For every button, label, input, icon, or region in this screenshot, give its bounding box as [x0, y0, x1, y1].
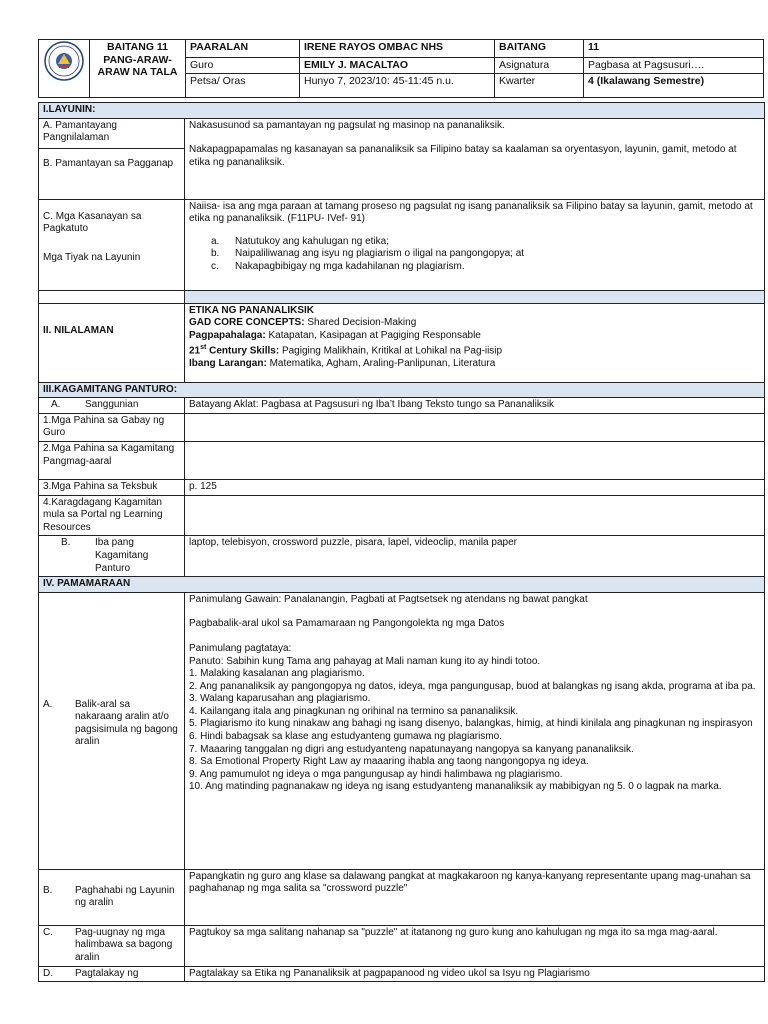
header-table	[38, 39, 764, 98]
grade-value: 11	[584, 40, 764, 58]
body-table	[38, 102, 765, 982]
pagtataya-item: 7. Maaaring tanggalan ng digri ang estudyanteng napatunayang nangopya sa kanyang pananaliksik.	[189, 743, 634, 755]
section-pamamaraan-title: IV. PAMAMARAAN	[39, 577, 765, 593]
pagtataya-item: 8. Sa Emotional Property Right Law ay maaaring ihabla ang taong nangongopya ng ideya.	[189, 756, 589, 768]
teksbuk-value: p. 125	[185, 479, 765, 495]
century-skills-line: 21st Century Skills: Pagiging Malikhain, Kritikal at Lohikal na Pag-iisip	[189, 344, 503, 357]
pamantayang-pangnilalaman-label: A. Pamantayang Pangnilalaman	[39, 118, 185, 148]
pag-uugnay-label: Pag-uugnay ng mga halimbawa sa bagong aralin	[75, 926, 173, 963]
teksbuk-label: 3.Mga Pahina sa Teksbuk	[39, 479, 185, 495]
school-value: IRENE RAYOS OMBAC NHS	[300, 40, 495, 58]
pagtataya-item: 1. Malaking kasalanan ang plagiarismo.	[189, 668, 365, 680]
sanggunian-label-cell: A. Sanggunian	[39, 398, 185, 414]
pagtalakay-label-cell: D. Pagtalakay ng	[39, 966, 185, 982]
pagtataya-item: 3. Walang kaparusahan ang plagiarismo.	[189, 693, 371, 705]
pamantayan-cell	[185, 118, 765, 199]
deped-seal-icon	[44, 41, 84, 81]
layunin-item: c. Nakapagbibigay ng mga kadahilanan ng plagiarism.	[211, 260, 465, 272]
ibang-larangan-line: Ibang Larangan: Matematika, Agham, Araling-Panlipunan, Literatura	[189, 358, 496, 370]
kagamitang-pangmag-aaral-value	[185, 441, 765, 479]
quarter-value: 4 (Ikalawang Semestre)	[584, 74, 764, 98]
date-label: Petsa/ Oras	[186, 74, 300, 98]
pagtalakay-text: Pagtalakay sa Etika ng Pananaliksik at pagpapanood ng video ukol sa Isyu ng Plagiarismo	[185, 966, 765, 982]
school-label: PAARALAN	[186, 40, 300, 58]
spacer-bar	[185, 290, 765, 303]
panimulang-pagtataya: Panimulang pagtataya:	[189, 642, 292, 654]
pamantayang-pangnilalaman-text: Nakasusunod sa pamantayan ng pagsulat ng masinop na pananaliksik.	[189, 119, 505, 131]
pag-uugnay-text: Pagtukoy sa mga salitang nahanap sa "puzzle" at itatanong ng guro kung ano kahulugan ng mga ito sa mga mag-aaral.	[185, 925, 765, 966]
nilalaman-cell	[185, 303, 765, 382]
pagtataya-item: 5. Plagiarismo ito kung ninakaw ang bahagi ng isang disenyo, balangkas, himig, at hindi kinilala ang pinagkunan ng inspirasyon	[189, 718, 753, 730]
gabay-guro-value	[185, 413, 765, 441]
paghahabi-text: Papangkatin ng guro ang klase sa dalawang pangkat at magkakaroon ng kanya-kanyang representante upang mag-unahan sa paghahanap ng mga salita sa "crossword puzzle"	[185, 869, 765, 925]
pagtataya-item: 6. Hindi babagsak sa klase ang estudyanteng gumawa ng plagiarismo.	[189, 731, 502, 743]
logo-cell	[39, 40, 90, 98]
sanggunian-text: Batayang Aklat: Pagbasa at Pagsusuri ng Iba’t Ibang Teksto tungo sa Pananaliksik	[185, 398, 765, 414]
section-kagamitan-title: III.KAGAMITANG PANTURO:	[39, 382, 765, 398]
date-value: Hunyo 7, 2023/10: 45-11:45 n.u.	[300, 74, 495, 98]
pagpapahalaga-line: Pagpapahalaga: Katapatan, Kasipagan at Pagiging Responsable	[189, 329, 481, 341]
karagdagang-kagamitan-label: 4.Karagdagang Kagamitan mula sa Portal ng Learning Resources	[39, 495, 185, 536]
section-layunin-title: I.LAYUNIN:	[39, 103, 765, 119]
sanggunian-label: Sanggunian	[85, 399, 139, 411]
subject-label: Asignatura	[495, 58, 584, 74]
panimulang-gawain: Panimulang Gawain: Panalanangin, Pagbati at Pagtsetsek ng atendans ng bawat pangkat	[189, 593, 588, 605]
pagtataya-item: 4. Kailangang itala ang pinagkunan ng orihinal na termino sa pananaliksik.	[189, 705, 519, 717]
kasanayan-text: Naiisa- isa ang mga paraan at tamang proseso ng pagsulat ng isang pananaliksik sa Filipino batay sa layunin, gamit, metodo at etika ng pananaliksik. (F11PU- IVef- 91)	[189, 200, 753, 225]
paghahabi-label-cell: B. Paghahabi ng Layunin ng aralin	[39, 869, 185, 925]
gad-line: GAD CORE CONCEPTS: Shared Decision-Making	[189, 317, 417, 329]
spacer-bar	[39, 290, 185, 303]
pagtalakay-label: Pagtalakay ng	[75, 967, 139, 979]
iba-pang-kagamitan-label: Iba pang Kagamitang Panturo	[95, 537, 149, 574]
iba-pang-kagamitan-text: laptop, telebisyon, crossword puzzle, pisara, lapel, videoclip, manila paper	[185, 536, 765, 577]
pamantayan-pagganap-text: Nakapagpapamalas ng kasanayan sa pananaliksik sa Filipino batay sa kaalaman sa oryentasyon, layunin, gamit, metodo at etika ng pananaliksik.	[189, 144, 737, 168]
grade-label: BAITANG	[495, 40, 584, 58]
balik-aral-cell	[185, 592, 765, 869]
pagtataya-item: 9. Ang pamumulot ng ideya o mga pangungusap ay hindi halimbawa ng plagiarismo.	[189, 768, 563, 780]
lesson-log-page	[38, 39, 763, 982]
kagamitang-pangmag-aaral-label: 2.Mga Pahina sa Kagamitang Pangmag-aaral	[39, 441, 185, 479]
kasanayan-cell	[185, 199, 765, 290]
iba-pang-kagamitan-label-cell: B. Iba pang Kagamitang Panturo	[39, 536, 185, 577]
nilalaman-label: II. NILALAMAN	[43, 324, 114, 336]
layunin-item: b. Naipaliliwanag ang isyu ng plagiarism o iligal na pangongopya; at	[211, 248, 525, 260]
panuto: Panuto: Sabihin kung Tama ang pahayag at Mali naman kung ito ay hindi totoo.	[189, 655, 541, 667]
pamantayan-pagganap-label: B. Pamantayan sa Pagganap	[39, 148, 185, 199]
pagtataya-item: 2. Ang pananaliksik ay pangongopya ng datos, ideya, mga pangungusap, buod at balangkas ng isang akda, programa at iba pa.	[189, 680, 756, 692]
paghahabi-label: Paghahabi ng Layunin ng aralin	[75, 884, 175, 909]
grade-title: BAITANG 11 PANG-ARAW-ARAW NA TALA	[90, 40, 186, 98]
quarter-label: Kwarter	[495, 74, 584, 98]
teacher-value: EMILY J. MACALTAO	[300, 58, 495, 74]
pagtataya-item: 10. Ang matinding pagnanakaw ng ideya ng isang estudyanteng mananaliksik ay mabibigyan ng 5. 0 o lagpak na marka.	[189, 781, 722, 793]
gabay-guro-label: 1.Mga Pahina sa Gabay ng Guro	[39, 413, 185, 441]
karagdagang-kagamitan-value	[185, 495, 765, 536]
teacher-label: Guro	[186, 58, 300, 74]
tiyak-na-layunin-label: Mga Tiyak na Layunin	[43, 251, 141, 263]
kasanayan-label: C. Mga Kasanayan sa Pagkatuto	[43, 210, 142, 235]
layunin-item: a. Natutukoy ang kahulugan ng etika;	[211, 235, 389, 247]
subject-value: Pagbasa at Pagsusuri….	[584, 58, 764, 74]
pag-uugnay-label-cell: C. Pag-uugnay ng mga halimbawa sa bagong aralin	[39, 925, 185, 966]
nilalaman-label-cell	[39, 303, 185, 382]
balik-aral-label: Balik-aral sa nakaraang aralin at/o pagsisimula ng bagong aralin	[75, 698, 178, 748]
nilalaman-topic: ETIKA NG PANANALIKSIK	[189, 304, 314, 316]
pagbabalik-aral: Pagbabalik-aral ukol sa Pamamaraan ng Pangongolekta ng mga Datos	[189, 618, 505, 630]
balik-aral-label-cell: A. Balik-aral sa nakaraang aralin at/o pagsisimula ng bagong aralin	[39, 592, 185, 869]
kasanayan-label-cell	[39, 199, 185, 290]
